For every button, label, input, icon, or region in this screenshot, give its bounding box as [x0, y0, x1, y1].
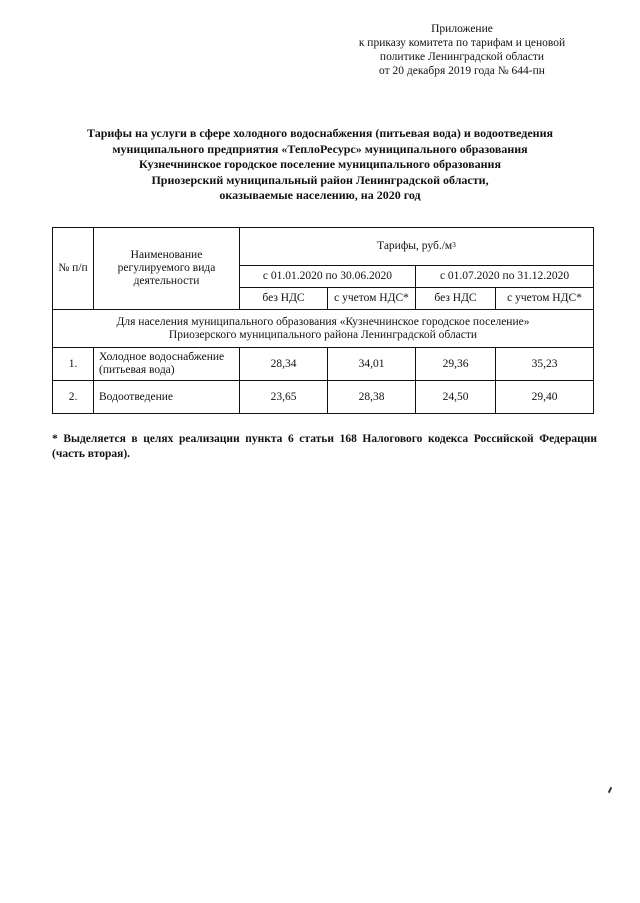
- appendix-line-4: от 20 декабря 2019 года № 644-пн: [379, 65, 545, 77]
- appendix-header: [332, 22, 592, 78]
- group-line-1: Для населения муниципального образования «Кузнечнинское городское поселение»: [116, 315, 530, 328]
- row-num: 2.: [53, 381, 94, 414]
- header-p2-vat: с учетом НДС*: [496, 288, 594, 310]
- header-tariffs-label: Тарифы, руб./м: [377, 240, 453, 252]
- tariffs-table: [52, 227, 594, 414]
- header-name-line-3: деятельности: [133, 275, 200, 287]
- header-period-2: с 01.07.2020 по 31.12.2020: [416, 266, 594, 288]
- table-row: [53, 348, 594, 381]
- row-p2-vat: 29,40: [496, 381, 594, 414]
- group-row: [53, 310, 594, 348]
- row-num: 1.: [53, 348, 94, 381]
- header-p1-no-vat: без НДС: [240, 288, 328, 310]
- title-line-5: оказываемые населению, на 2020 год: [219, 188, 421, 202]
- header-name: [94, 228, 240, 310]
- header-name-line-1: Наименование: [130, 249, 203, 261]
- header-tariffs: [240, 228, 594, 266]
- row-p2-no-vat: 24,50: [416, 381, 496, 414]
- title-line-1: Тарифы на услуги в сфере холодного водоснабжения (питьевая вода) и водоотведения: [87, 126, 553, 140]
- row-p1-vat: 34,01: [328, 348, 416, 381]
- header-name-line-2: регулируемого вида: [117, 262, 216, 274]
- table-row: [53, 381, 594, 414]
- row-p2-no-vat: 29,36: [416, 348, 496, 381]
- header-period-1: с 01.01.2020 по 30.06.2020: [240, 266, 416, 288]
- group-cell: [53, 310, 594, 348]
- row-name: [94, 381, 240, 414]
- row-p1-no-vat: 23,65: [240, 381, 328, 414]
- header-row-1: [53, 228, 594, 266]
- header-num-text: № п/п: [58, 262, 88, 274]
- row-name-line-1: Холодное водоснабжение: [99, 351, 225, 363]
- header-p2-no-vat: без НДС: [416, 288, 496, 310]
- document-title: [40, 126, 600, 204]
- row-p1-vat: 28,38: [328, 381, 416, 414]
- row-p2-vat: 35,23: [496, 348, 594, 381]
- title-line-4: Приозерский муниципальный район Ленинградской области,: [151, 172, 489, 187]
- appendix-line-1: Приложение: [431, 23, 493, 35]
- row-name: [94, 348, 240, 381]
- footnote: * Выделяется в целях реализации пункта 6 статьи 168 Налогового кодекса Российской Федерации (часть вторая).: [52, 433, 597, 460]
- row-p1-no-vat: 28,34: [240, 348, 328, 381]
- row-name-line-2: (питьевая вода): [99, 364, 175, 376]
- group-line-2: Приозерского муниципального района Ленинградской области: [168, 328, 478, 341]
- appendix-line-2: к приказу комитета по тарифам и ценовой: [358, 37, 566, 49]
- header-num: [53, 228, 94, 310]
- scan-mark: [608, 787, 612, 793]
- header-p1-vat: с учетом НДС*: [328, 288, 416, 310]
- appendix-line-3: политике Ленинградской области: [379, 51, 545, 63]
- row-name-line-1: Водоотведение: [99, 390, 173, 403]
- title-line-3: Кузнечнинское городское поселение муниципального образования: [139, 157, 501, 171]
- title-line-2: муниципального предприятия «ТеплоРесурс» муниципального образования: [112, 141, 528, 156]
- header-tariffs-sup: 3: [452, 240, 456, 249]
